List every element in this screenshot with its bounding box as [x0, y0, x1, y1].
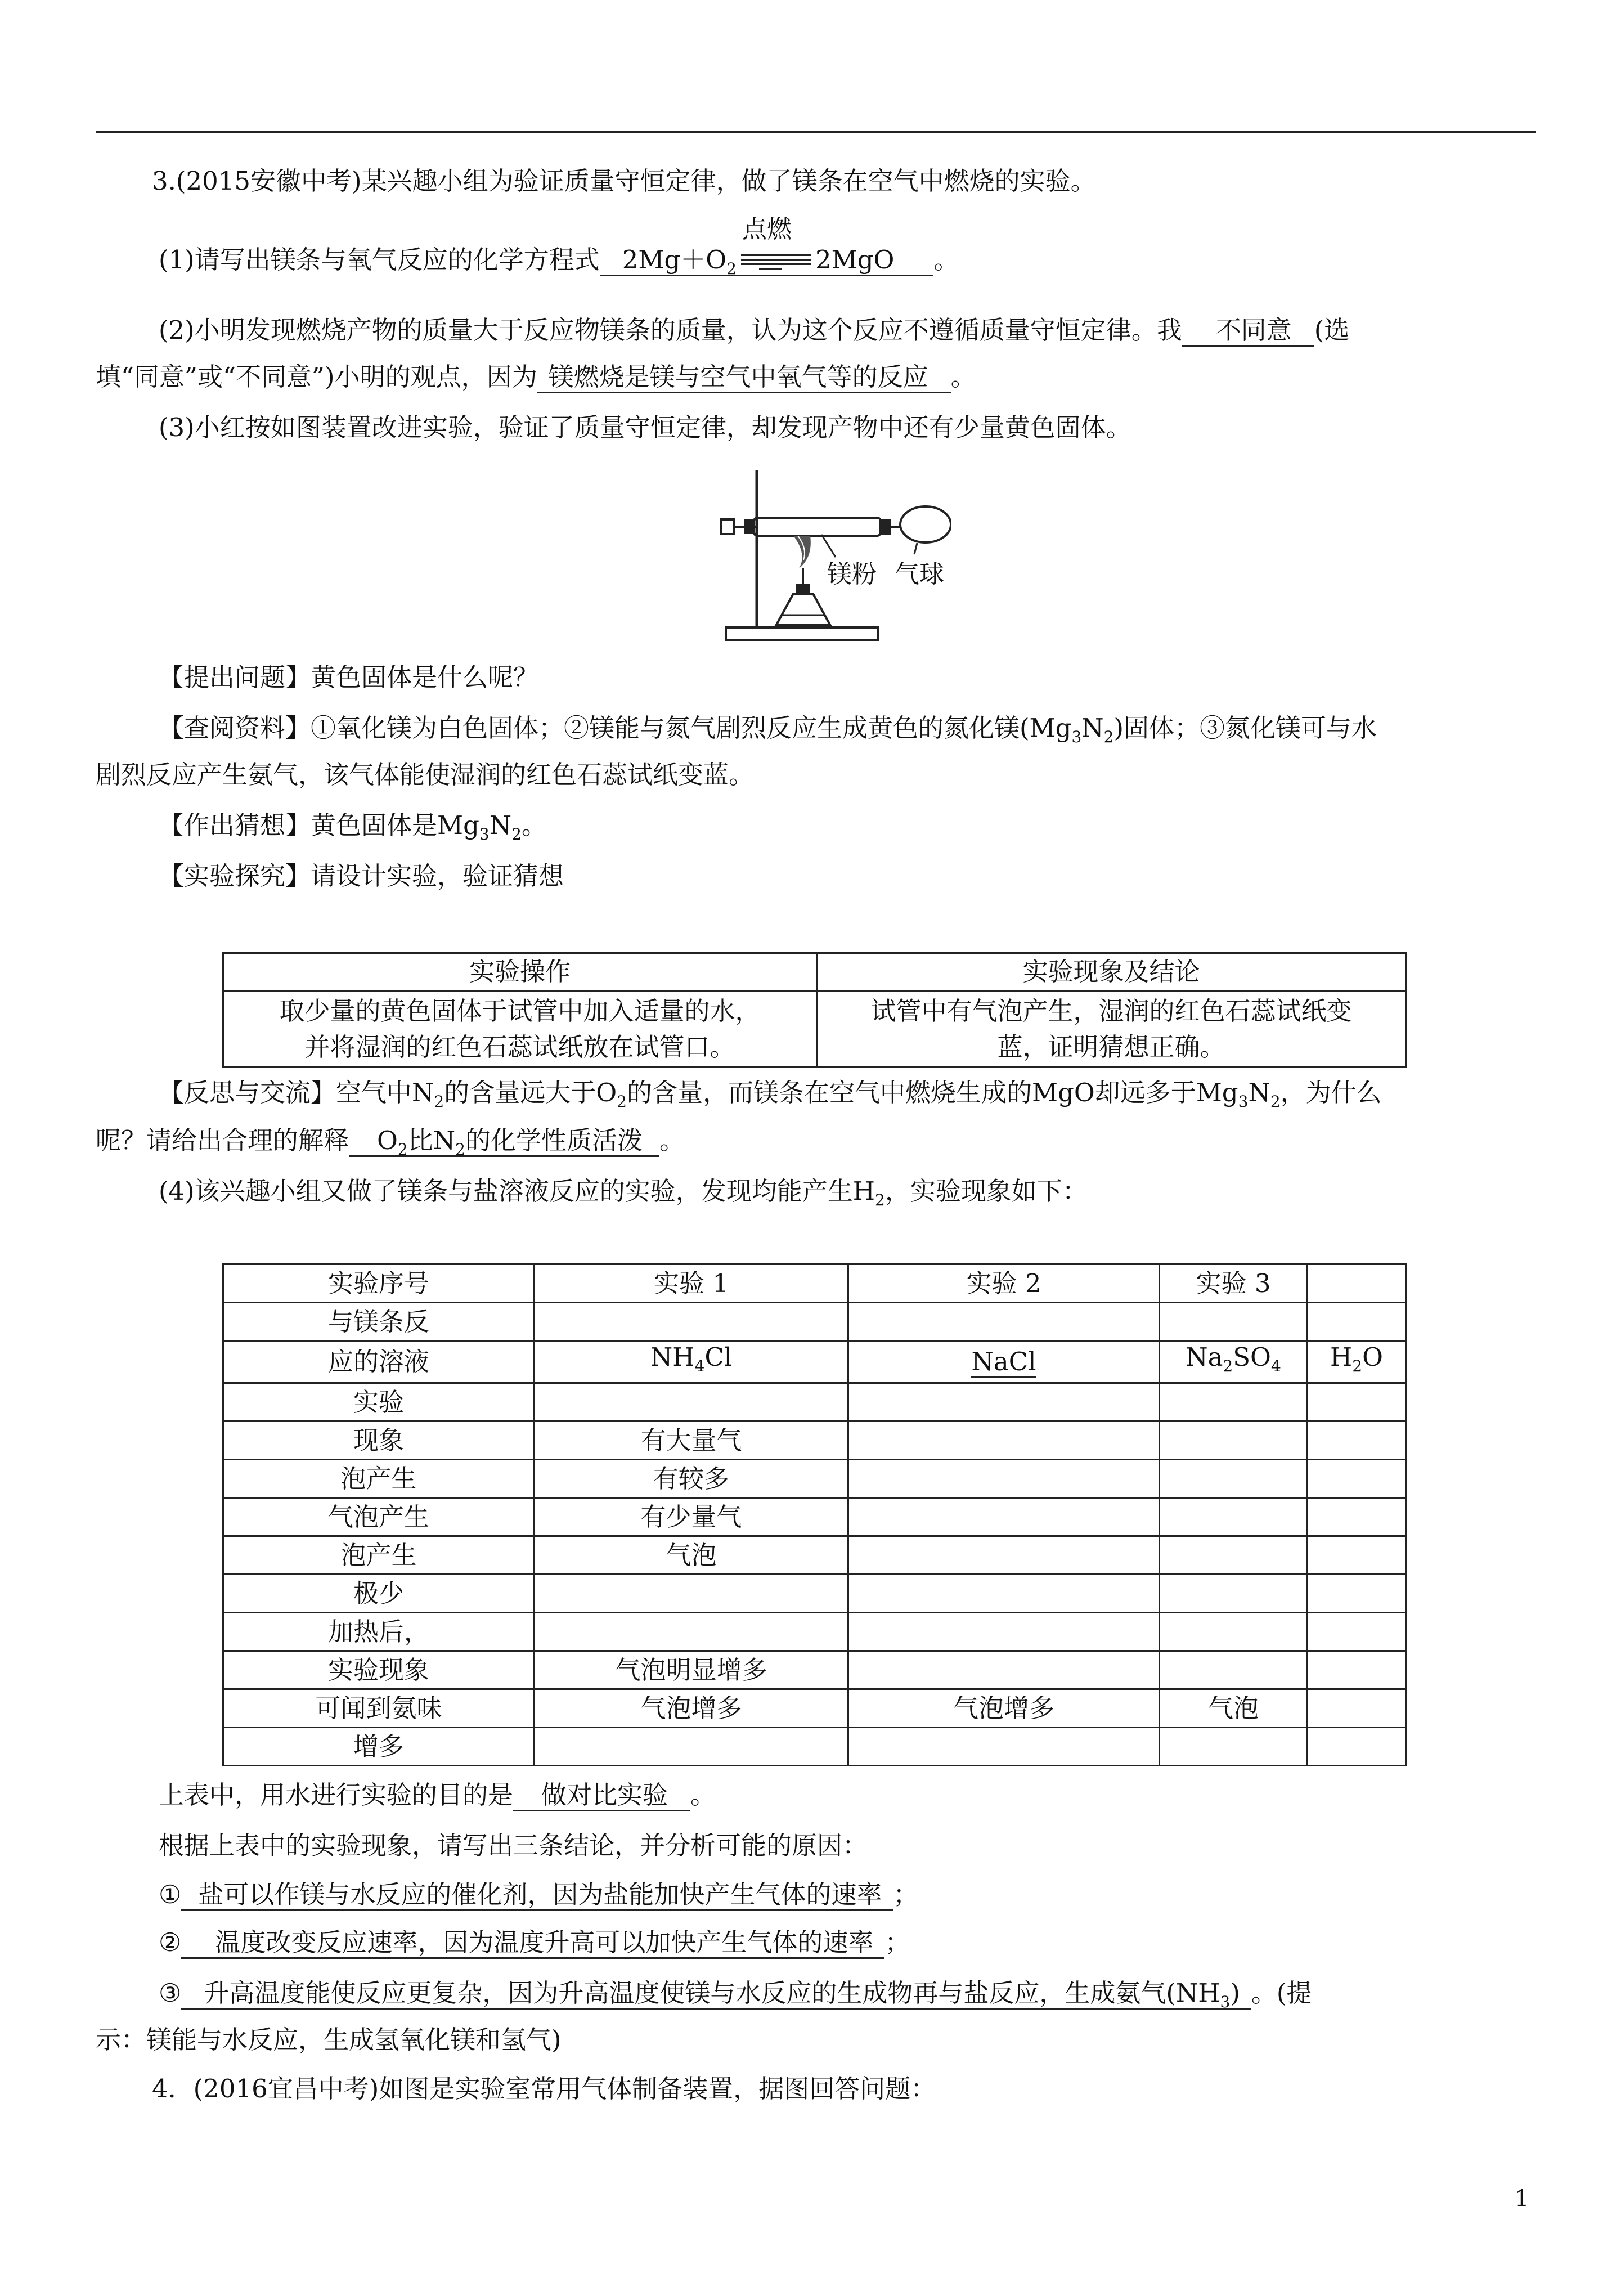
q3-part2-line1: (2)小明发现燃烧产物的质量大于反应物镁条的质量，认为这个反应不遵循质量守恒定律。我 不同意 (选 — [159, 313, 1349, 347]
table1-result: 试管中有气泡产生，湿润的红色石蕊试纸变 蓝，证明猜想正确。 — [817, 991, 1406, 1068]
table1-header-result: 实验现象及结论 — [817, 953, 1406, 991]
solution-h2o: $H_2O$ — [1308, 1341, 1406, 1383]
q3-conclusion-1: ① 盐可以作镁与水反应的催化剂，因为盐能加快产生气体的速率 ； — [159, 1878, 918, 1912]
q3-materials-line1: 【查阅资料】①氧化镁为白色固体；②镁能与氮气剧烈反应生成黄色的氮化镁$(Mg_3N_2)$固体；③氮化镁可与水 — [159, 713, 1377, 746]
q3-materials-line2: 剧烈反应产生氨气，该气体能使湿润的红色石蕊试纸变蓝。 — [96, 760, 755, 790]
table1-operation: 取少量的黄色固体于试管中加入适量的水， 并将湿润的红色石蕊试纸放在试管口。 — [223, 991, 817, 1068]
solution-na2so4: $Na_2SO_4$ — [1160, 1341, 1308, 1383]
reaction-condition: 点燃 — [737, 245, 815, 279]
table-row: 实验现象 气泡明显增多 — [223, 1651, 1406, 1689]
table-row: 极少 — [223, 1575, 1406, 1613]
table-row: 现象 有大量气 — [223, 1421, 1406, 1460]
experiment-design-table — [222, 952, 1407, 1068]
q4-intro: 4．(2016宜昌中考)如图是实验室常用气体制备装置，据图回答问题： — [152, 2074, 936, 2104]
table-row — [223, 991, 1406, 1068]
q3-reflect-line2: 呢？请给出合理的解释 $O_2$比$N_2$的化学性质活泼 。 — [96, 1125, 685, 1159]
table-row: 泡产生 有较多 — [223, 1460, 1406, 1498]
header-rule — [96, 131, 1536, 133]
table-row — [223, 953, 1406, 991]
q3-hypothesis: 【作出猜想】黄色固体是$Mg_3N_2$。 — [159, 810, 547, 844]
table-row: 与镁条反 — [223, 1303, 1406, 1341]
q3-question: 【提出问题】黄色固体是什么呢？ — [159, 662, 539, 692]
q3-intro: 3.(2015安徽中考)某兴趣小组为验证质量守恒定律，做了镁条在空气中燃烧的实验。 — [152, 166, 1096, 196]
q3-conclusion-2: ② 温度改变反应速率，因为温度升高可以加快产生气体的速率 ； — [159, 1926, 910, 1959]
q3-conclusion-3-hint: 示：镁能与水反应，生成氢氧化镁和氢气) — [96, 2025, 562, 2055]
q3-reflect-line1: 【反思与交流】空气中$N_2$的含量远大于$O_2$的含量，而镁条在空气中燃烧生成的MgO却远多于$Mg_3N_2$，为什么 — [159, 1078, 1382, 1111]
q3-explore: 【实验探究】请设计实验，验证猜想 — [159, 861, 564, 891]
q3-conclusion-3: ③ 升高温度能使反应更复杂，因为升高温度使镁与水反应的生成物再与盐反应，生成氨气$(NH_3)$ 。(提 — [159, 1978, 1312, 2011]
page-number: 1 — [1515, 2186, 1529, 2212]
q3-conclusion-intro: 根据上表中的实验现象，请写出三条结论，并分析可能的原因： — [159, 1831, 868, 1860]
q3-reflect-answer: $O_2$比$N_2$的化学性质活泼 — [349, 1125, 659, 1157]
table-row: 实验 — [223, 1383, 1406, 1421]
table1-header-operation: 实验操作 — [223, 953, 817, 991]
q3-part1-answer: $2Mg+O_2$ 点燃 2MgO — [600, 245, 934, 276]
q3-part1-prefix: (1)请写出镁条与氧气反应的化学方程式 — [159, 245, 600, 275]
table-row: 可闻到氨味 气泡增多 气泡增多 气泡 — [223, 1689, 1406, 1728]
experiment-results-table — [222, 1263, 1407, 1766]
q3-part3-intro: (3)小红按如图装置改进实验，验证了质量守恒定律，却发现产物中还有少量黄色固体。 — [159, 412, 1131, 442]
apparatus-figure — [715, 464, 951, 644]
table-row: 泡产生 气泡 — [223, 1536, 1406, 1575]
q3-part1: (1)请写出镁条与氧气反应的化学方程式 $2Mg+O_2$ 点燃 2MgO 。 — [159, 214, 959, 278]
q3-after-table: 上表中，用水进行实验的目的是 做对比实验 。 — [159, 1778, 716, 1812]
table-row: 实验序号 实验 1 实验 2 实验 3 — [223, 1264, 1406, 1303]
table-row: 气泡产生 有少量气 — [223, 1498, 1406, 1536]
q3-part2-answer2: 镁燃烧是镁与空气中氧气等的反应 — [537, 362, 951, 393]
table-row: 加热后， — [223, 1613, 1406, 1651]
q3-part2-line2: 填“同意”或“不同意”)小明的观点，因为 镁燃烧是镁与空气中氧气等的反应 。 — [96, 360, 976, 394]
table-row: 应的溶液 $NH_4Cl$ NaCl $Na_2SO_4$ $H_2O$ — [223, 1341, 1406, 1383]
q3-after-table-answer: 做对比实验 — [513, 1780, 690, 1811]
q3-part4-intro: (4)该兴趣小组又做了镁条与盐溶液反应的实验，发现均能产生$H_2$，实验现象如下： — [159, 1176, 1088, 1209]
table-row: 增多 — [223, 1728, 1406, 1766]
figure-label-balloon: 气球 — [895, 560, 944, 589]
solution-nacl: NaCl — [848, 1341, 1160, 1383]
figure-label-mg: 镁粉 — [827, 560, 877, 589]
solution-nh4cl: $NH_4Cl$ — [535, 1341, 848, 1383]
q3-part2-answer1: 不同意 — [1182, 315, 1314, 347]
